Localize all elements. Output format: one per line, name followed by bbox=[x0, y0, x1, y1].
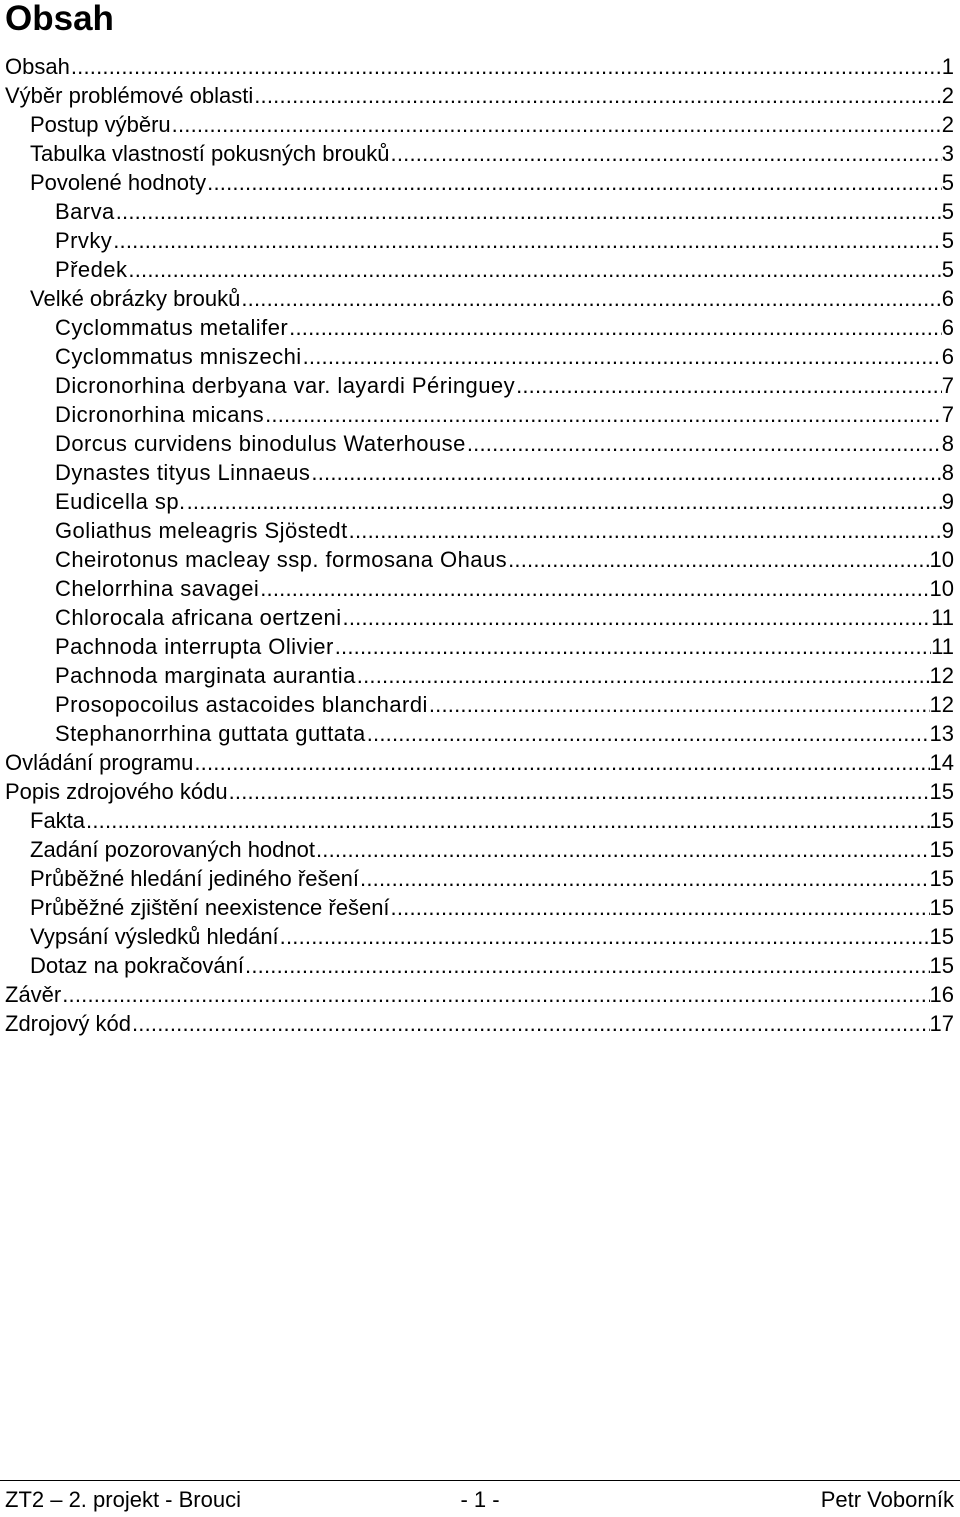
toc-dot-leader bbox=[228, 777, 930, 806]
table-of-contents bbox=[0, 52, 960, 1038]
toc-entry[interactable] bbox=[0, 110, 960, 139]
toc-entry-title[interactable]: Chlorocala africana oertzeni bbox=[55, 605, 342, 630]
toc-entry-page-number[interactable]: 10 bbox=[929, 547, 954, 572]
toc-entry-title[interactable]: Tabulka vlastností pokusných brouků bbox=[30, 141, 390, 166]
toc-dot-leader bbox=[342, 603, 932, 632]
toc-entry-page-number[interactable]: 3 bbox=[941, 141, 954, 166]
toc-entry[interactable] bbox=[0, 893, 960, 922]
toc-dot-leader bbox=[127, 255, 941, 284]
toc-entry-page-number[interactable]: 11 bbox=[931, 605, 954, 630]
toc-entry-title[interactable]: Goliathus meleagris Sjöstedt bbox=[55, 518, 348, 543]
toc-entry[interactable] bbox=[0, 313, 960, 342]
toc-entry-page-number[interactable]: 9 bbox=[941, 489, 954, 514]
toc-entry[interactable] bbox=[0, 719, 960, 748]
toc-entry[interactable] bbox=[0, 922, 960, 951]
toc-entry-title[interactable]: Zadání pozorovaných hodnot bbox=[30, 837, 315, 862]
toc-dot-leader bbox=[240, 284, 941, 313]
toc-dot-leader bbox=[70, 52, 942, 81]
toc-entry-title[interactable]: Výběr problémové oblasti bbox=[5, 83, 254, 108]
toc-entry[interactable] bbox=[0, 52, 960, 81]
toc-entry-title[interactable]: Ovládání programu bbox=[5, 750, 194, 775]
toc-entry[interactable] bbox=[0, 806, 960, 835]
toc-entry-page-number[interactable]: 9 bbox=[941, 518, 954, 543]
toc-entry[interactable] bbox=[0, 139, 960, 168]
toc-entry-title[interactable]: Povolené hodnoty bbox=[30, 170, 207, 195]
toc-entry-title[interactable]: Obsah bbox=[5, 54, 70, 79]
footer-page-number: - 1 - bbox=[460, 1487, 500, 1512]
toc-dot-leader bbox=[253, 81, 942, 110]
toc-entry-page-number[interactable]: 2 bbox=[941, 112, 954, 137]
toc-entry-page-number[interactable]: 6 bbox=[941, 286, 954, 311]
toc-entry[interactable] bbox=[0, 197, 960, 226]
toc-entry[interactable] bbox=[0, 545, 960, 574]
toc-entry-page-number[interactable]: 12 bbox=[929, 663, 954, 688]
toc-entry-title[interactable]: Vypsání výsledků hledání bbox=[30, 924, 279, 949]
toc-entry-title[interactable]: Chelorrhina savagei bbox=[55, 576, 260, 601]
toc-entry-title[interactable]: Pachnoda interrupta Olivier bbox=[55, 634, 334, 659]
toc-entry-title[interactable]: Prvky bbox=[55, 228, 113, 253]
toc-entry-title[interactable]: Popis zdrojového kódu bbox=[5, 779, 228, 804]
toc-entry-title[interactable]: Dynastes tityus Linnaeus bbox=[55, 460, 311, 485]
toc-entry[interactable] bbox=[0, 835, 960, 864]
toc-entry[interactable] bbox=[0, 400, 960, 429]
toc-entry-page-number[interactable]: 16 bbox=[929, 982, 954, 1007]
toc-dot-leader bbox=[359, 864, 929, 893]
toc-dot-leader bbox=[279, 922, 930, 951]
toc-dot-leader bbox=[390, 893, 930, 922]
toc-entry-title[interactable]: Dicronorhina derbyana var. layardi Péringuey bbox=[55, 373, 516, 398]
toc-dot-leader bbox=[356, 661, 930, 690]
toc-entry[interactable] bbox=[0, 603, 960, 632]
toc-dot-leader bbox=[507, 545, 929, 574]
toc-entry[interactable] bbox=[0, 661, 960, 690]
toc-entry[interactable] bbox=[0, 168, 960, 197]
toc-entry[interactable] bbox=[0, 777, 960, 806]
toc-entry-page-number[interactable]: 2 bbox=[941, 83, 954, 108]
toc-entry-page-number[interactable]: 11 bbox=[931, 634, 954, 659]
toc-entry-page-number[interactable]: 10 bbox=[929, 576, 954, 601]
toc-dot-leader bbox=[315, 835, 930, 864]
toc-entry[interactable] bbox=[0, 429, 960, 458]
toc-entry-page-number[interactable]: 5 bbox=[941, 170, 954, 195]
toc-entry-page-number[interactable]: 15 bbox=[929, 837, 954, 862]
footer-project-title: ZT2 – 2. projekt - Brouci bbox=[5, 1487, 241, 1512]
toc-entry[interactable] bbox=[0, 226, 960, 255]
toc-entry-title[interactable]: Dicronorhina micans bbox=[55, 402, 265, 427]
toc-entry-title[interactable]: Závěr bbox=[5, 982, 62, 1007]
toc-entry-page-number[interactable]: 15 bbox=[929, 924, 954, 949]
toc-entry-title[interactable]: Stephanorrhina guttata guttata bbox=[55, 721, 366, 746]
toc-dot-leader bbox=[186, 487, 942, 516]
toc-dot-leader bbox=[310, 458, 941, 487]
toc-entry-page-number[interactable]: 5 bbox=[941, 228, 954, 253]
toc-dot-leader bbox=[61, 980, 929, 1009]
toc-entry-page-number[interactable]: 15 bbox=[929, 953, 954, 978]
toc-entry[interactable] bbox=[0, 81, 960, 110]
toc-entry-title[interactable]: Dotaz na pokračování bbox=[30, 953, 245, 978]
toc-entry-page-number[interactable]: 14 bbox=[929, 750, 954, 775]
toc-dot-leader bbox=[193, 748, 929, 777]
toc-dot-leader bbox=[428, 690, 930, 719]
toc-entry-title[interactable]: Cheirotonus macleay ssp. formosana Ohaus bbox=[55, 547, 508, 572]
toc-dot-leader bbox=[171, 110, 942, 139]
toc-entry-page-number[interactable]: 6 bbox=[941, 344, 954, 369]
toc-entry[interactable] bbox=[0, 951, 960, 980]
toc-dot-leader bbox=[288, 313, 942, 342]
page-title: Obsah bbox=[5, 0, 114, 38]
toc-entry-page-number[interactable]: 15 bbox=[929, 866, 954, 891]
toc-entry[interactable] bbox=[0, 342, 960, 371]
toc-entry-title[interactable]: Předek bbox=[55, 257, 128, 282]
toc-dot-leader bbox=[390, 139, 942, 168]
toc-entry-page-number[interactable]: 6 bbox=[941, 315, 954, 340]
toc-dot-leader bbox=[131, 1009, 930, 1038]
toc-dot-leader bbox=[366, 719, 930, 748]
toc-entry-title[interactable]: Průběžné hledání jediného řešení bbox=[30, 866, 360, 891]
toc-entry-title[interactable]: Cyclommatus metalifer bbox=[55, 315, 289, 340]
toc-entry[interactable] bbox=[0, 516, 960, 545]
toc-entry-title[interactable]: Barva bbox=[55, 199, 115, 224]
toc-entry-title[interactable]: Postup výběru bbox=[30, 112, 171, 137]
toc-dot-leader bbox=[466, 429, 942, 458]
toc-entry[interactable] bbox=[0, 458, 960, 487]
toc-dot-leader bbox=[85, 806, 929, 835]
toc-dot-leader bbox=[244, 951, 929, 980]
toc-entry-title[interactable]: Velké obrázky brouků bbox=[30, 286, 241, 311]
toc-dot-leader bbox=[302, 342, 942, 371]
toc-entry-title[interactable]: Cyclommatus mniszechi bbox=[55, 344, 302, 369]
toc-entry[interactable] bbox=[0, 632, 960, 661]
toc-entry-title[interactable]: Průběžné zjištění neexistence řešení bbox=[30, 895, 390, 920]
toc-dot-leader bbox=[259, 574, 929, 603]
footer-divider bbox=[0, 1480, 960, 1481]
toc-entry-page-number[interactable]: 15 bbox=[929, 779, 954, 804]
toc-entry-page-number[interactable]: 8 bbox=[941, 460, 954, 485]
toc-dot-leader bbox=[334, 632, 931, 661]
toc-entry[interactable] bbox=[0, 980, 960, 1009]
toc-entry[interactable] bbox=[0, 1009, 960, 1038]
toc-entry[interactable] bbox=[0, 864, 960, 893]
toc-entry-page-number[interactable]: 7 bbox=[941, 402, 954, 427]
toc-entry-page-number[interactable]: 5 bbox=[941, 199, 954, 224]
toc-entry[interactable] bbox=[0, 574, 960, 603]
toc-entry-page-number[interactable]: 17 bbox=[929, 1011, 954, 1036]
toc-entry[interactable] bbox=[0, 255, 960, 284]
toc-entry-page-number[interactable]: 12 bbox=[929, 692, 954, 717]
toc-entry[interactable] bbox=[0, 487, 960, 516]
toc-dot-leader bbox=[264, 400, 942, 429]
toc-entry-page-number[interactable]: 8 bbox=[941, 431, 954, 456]
toc-dot-leader bbox=[206, 168, 942, 197]
footer-author: Petr Voborník bbox=[820, 1487, 954, 1512]
toc-dot-leader bbox=[115, 197, 942, 226]
toc-entry-page-number[interactable]: 15 bbox=[929, 808, 954, 833]
toc-entry-title[interactable]: Zdrojový kód bbox=[5, 1011, 131, 1036]
toc-entry-title[interactable]: Pachnoda marginata aurantia bbox=[55, 663, 356, 688]
toc-entry-title[interactable]: Fakta bbox=[30, 808, 86, 833]
toc-dot-leader bbox=[112, 226, 942, 255]
toc-entry-title[interactable]: Dorcus curvidens binodulus Waterhouse bbox=[55, 431, 466, 456]
toc-entry-page-number[interactable]: 5 bbox=[941, 257, 954, 282]
toc-entry-title[interactable]: Eudicella sp. bbox=[55, 489, 186, 514]
toc-entry[interactable] bbox=[0, 690, 960, 719]
toc-dot-leader bbox=[348, 516, 942, 545]
toc-entry[interactable] bbox=[0, 284, 960, 313]
toc-entry-page-number[interactable]: 15 bbox=[929, 895, 954, 920]
toc-entry-page-number[interactable]: 7 bbox=[941, 373, 954, 398]
toc-entry-page-number[interactable]: 1 bbox=[941, 54, 954, 79]
toc-entry-title[interactable]: Prosopocoilus astacoides blanchardi bbox=[55, 692, 428, 717]
toc-dot-leader bbox=[515, 371, 942, 400]
toc-entry-page-number[interactable]: 13 bbox=[929, 721, 954, 746]
page-footer bbox=[0, 1485, 960, 1515]
toc-entry[interactable] bbox=[0, 748, 960, 777]
toc-entry[interactable] bbox=[0, 371, 960, 400]
